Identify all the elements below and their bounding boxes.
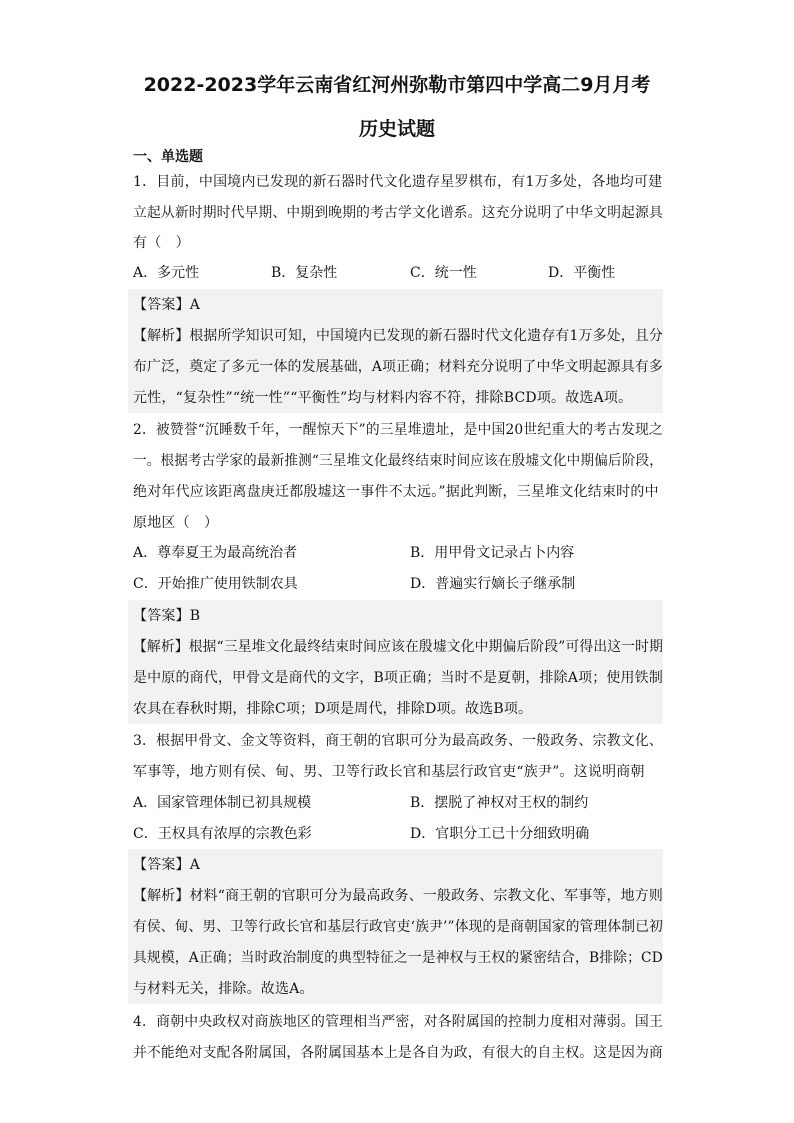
question-text-line: 绝对年代应该距离盘庚迁都殷墟这一事件不太远。”据此判断，三星堆文化结束时的中: [133, 484, 659, 500]
analysis-line: 布广泛，奠定了多元一体的发展基础，A项正确；材料充分说明了中华文明起源具有多: [133, 359, 663, 375]
answer-label: 【答案】B: [133, 608, 201, 624]
option-c: C．王权具有浓厚的宗教色彩: [133, 826, 312, 842]
analysis-line: 农具在春秋时期，排除C项；D项是周代，排除D项。故选B项。: [133, 701, 533, 717]
option-d: D．普遍实行嫡长子继承制: [410, 576, 576, 592]
question-text-line: 4．商朝中央政权对商族地区的管理相当严密，对各附属国的控制力度相对薄弱。国王: [133, 1014, 664, 1030]
analysis-line: 元性，“复杂性”“统一性”“平衡性”均与材料内容不符，排除BCD项。故选A项。: [133, 390, 633, 406]
doc-subtitle: 历史试题: [358, 118, 435, 140]
doc-title: 2022-2023学年云南省红河州弥勒市第四中学高二9月月考: [143, 74, 651, 96]
answer-label: 【答案】A: [133, 297, 201, 313]
analysis-line: 具规模，A正确；当时政治制度的典型特征之一是神权与王权的紧密结合，B排除；CD: [133, 950, 663, 966]
question-text-line: 原地区（ ）: [133, 515, 219, 531]
question-text-line: 3．根据甲骨文、金文等资料，商王朝的官职可分为最高政务、一般政务、宗教文化、: [133, 733, 664, 749]
option-b: B．用甲骨文记录占卜内容: [410, 545, 575, 561]
question-text-line: 1．目前，中国境内已发现的新石器时代文化遗存星罗棋布，有1万多处，各地均可建: [133, 174, 663, 190]
option-a: A．国家管理体制已初具规模: [133, 795, 312, 811]
option-a: A．多元性: [133, 265, 200, 281]
option-d: D．官职分工已十分细致明确: [410, 826, 590, 842]
analysis-line: 与材料无关，排除。故选A。: [133, 981, 314, 997]
question-text-line: 军事等，地方则有侯、甸、男、卫等行政长官和基层行政官吏“族尹”。这说明商朝: [133, 764, 645, 780]
option-b: B．摆脱了神权对王权的制约: [410, 795, 589, 811]
question-text-line: 并不能绝对支配各附属国，各附属国基本上是各自为政，有很大的自主权。这是因为商: [133, 1045, 664, 1061]
answer-label: 【答案】A: [133, 857, 201, 873]
analysis-line: 是中原的商代，甲骨文是商代的文字，B项正确；当时不是夏朝，排除A项；使用铁制: [133, 670, 663, 686]
analysis-line: 【解析】根据所学知识可知，中国境内已发现的新石器时代文化遗存有1万多处，且分: [133, 328, 664, 344]
option-d: D．平衡性: [548, 265, 616, 281]
question-text-line: 立起从新时期时代早期、中期到晚期的考古学文化谱系。这充分说明了中华文明起源具: [133, 205, 664, 221]
question-text-line: 有（ ）: [133, 235, 190, 251]
question-text-line: 一。根据考古学家的最新推测“三星堆文化最终结束时间应该在殷墟文化中期偏后阶段，: [133, 453, 664, 469]
option-c: C．开始推广使用铁制农具: [133, 576, 298, 592]
question-text-line: 2．被赞誉“沉睡数千年，一醒惊天下”的三星堆遗址，是中国20世纪重大的考古发现之: [133, 422, 663, 438]
analysis-line: 有侯、甸、男、卫等行政长官和基层行政官吏‘族尹’”体现的是商朝国家的管理体制已初: [133, 919, 663, 935]
analysis-line: 【解析】根据“三星堆文化最终结束时间应该在殷墟文化中期偏后阶段”可得出这一时期: [133, 639, 664, 655]
analysis-line: 【解析】材料“商王朝的官职可分为最高政务、一般政务、宗教文化、军事等，地方则: [133, 888, 663, 904]
option-c: C．统一性: [410, 265, 477, 281]
option-a: A．尊奉夏王为最高统治者: [133, 545, 298, 561]
section-heading: 一、单选题: [133, 149, 203, 165]
option-b: B．复杂性: [271, 265, 338, 281]
